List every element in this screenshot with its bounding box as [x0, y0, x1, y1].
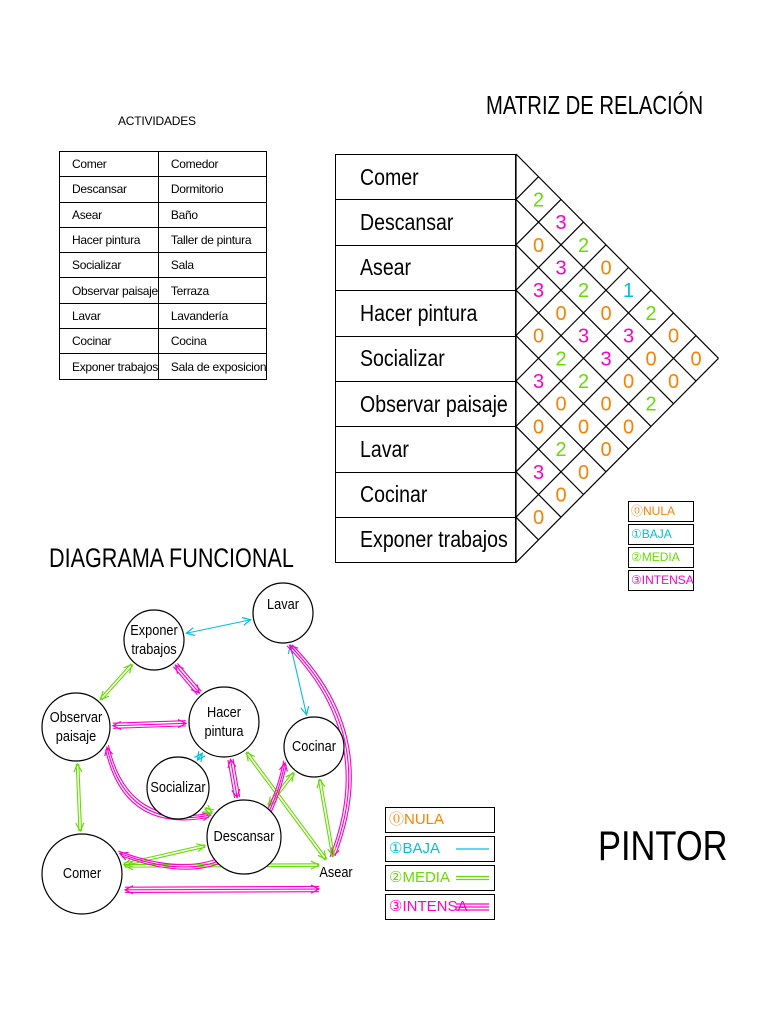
edge-line	[113, 723, 186, 725]
matriz-value: 0	[600, 393, 612, 416]
actividad-cell: Exponer trabajos	[60, 354, 159, 379]
node-label-line: Lavar	[267, 596, 299, 613]
actividad-cell: Descansar	[60, 177, 159, 202]
node-label-line: Descansar	[213, 828, 275, 845]
actividades-row	[60, 329, 267, 354]
matriz-value: 2	[577, 280, 590, 303]
actividades-title: ACTIVIDADES	[118, 114, 196, 128]
node-label-line: Socializar	[150, 779, 206, 796]
legend-small-item: ③INTENSA	[628, 570, 694, 591]
node-label-line: paisaje	[55, 728, 97, 745]
matriz-row-label: Exponer trabajos	[360, 526, 508, 553]
node-label-line: Asear	[319, 864, 353, 881]
espacio-cell: Sala	[158, 253, 266, 278]
matriz-row-label: Descansar	[360, 209, 454, 236]
matriz-row-label: Asear	[360, 254, 412, 281]
matriz-row-label: Observar paisaje	[360, 390, 508, 417]
actividades-row	[60, 177, 267, 202]
node-label-line: Hacer	[206, 704, 241, 721]
matriz-value: 0	[532, 234, 545, 257]
matriz-row-label: Lavar	[360, 436, 409, 463]
matriz-value: 0	[555, 484, 567, 507]
edge-line	[79, 764, 82, 831]
matriz-value: 0	[532, 507, 545, 530]
matriz-value: 0	[667, 371, 680, 393]
matriz-row	[335, 245, 516, 290]
node-label-socializar	[140, 778, 217, 797]
edge-line	[76, 764, 79, 831]
legend-small-item: ①BAJA	[628, 524, 694, 545]
matriz-value: 0	[600, 439, 612, 462]
matriz-value: 0	[600, 257, 612, 280]
matriz-row	[335, 199, 516, 244]
matriz-value: 0	[600, 302, 612, 325]
node-label-lavar	[245, 595, 322, 614]
arrow-head	[74, 764, 82, 772]
actividades-row	[60, 227, 267, 252]
actividad-cell: Socializar	[60, 253, 159, 278]
actividad-cell: Comer	[60, 152, 159, 177]
matriz-value: 3	[622, 325, 635, 348]
node-label-line: Comer	[62, 865, 102, 882]
matriz-row	[335, 472, 516, 517]
node-label-line: trabajos	[131, 641, 177, 658]
matriz-value: 3	[532, 280, 545, 303]
matriz-value: 2	[577, 234, 590, 257]
actividad-cell: Observar paisaje	[60, 278, 159, 303]
node-label-line: Exponer	[130, 622, 178, 639]
actividades-row	[60, 303, 267, 328]
node-label-line: pintura	[204, 723, 244, 740]
espacio-cell: Lavandería	[158, 303, 266, 328]
matriz-value: 3	[532, 461, 545, 484]
edge-line	[318, 780, 331, 857]
pintor-title: PINTOR	[598, 822, 728, 869]
legend-large-item: ①BAJA	[385, 836, 495, 862]
espacio-cell: Taller de pintura	[158, 227, 266, 252]
node-label-comer	[44, 864, 121, 883]
matriz-value: 0	[532, 325, 545, 348]
node-label-hacer	[186, 703, 263, 741]
node-label-observar	[38, 708, 115, 746]
matriz-row	[335, 517, 516, 562]
matriz-row	[335, 290, 516, 335]
actividades-row	[60, 253, 267, 278]
edge-line	[125, 892, 319, 893]
edge-line	[102, 665, 133, 700]
edge-line	[186, 620, 250, 633]
matriz-row-label: Socializar	[360, 345, 445, 372]
matriz-row-label: Cocinar	[360, 481, 428, 508]
matriz-row-label: Comer	[360, 163, 419, 190]
actividades-table	[59, 151, 267, 380]
legend-small-item: ⓪NULA	[628, 501, 694, 522]
matriz-value: 0	[532, 416, 545, 439]
matriz-row	[335, 381, 516, 426]
edge-line	[321, 779, 334, 856]
actividad-cell: Asear	[60, 202, 159, 227]
matriz-value: 0	[690, 348, 702, 371]
edge-line	[125, 886, 319, 887]
matriz-value: 0	[555, 393, 567, 416]
matriz-value: 2	[532, 189, 545, 212]
actividad-cell: Hacer pintura	[60, 227, 159, 252]
matriz-value: 3	[600, 348, 612, 371]
edge-line	[100, 664, 131, 699]
edge-line	[125, 889, 319, 890]
actividad-cell: Lavar	[60, 303, 159, 328]
legend-large-item: ⓪NULA	[385, 807, 495, 833]
diagrama-title: DIAGRAMA FUNCIONAL	[49, 543, 294, 573]
matriz-row	[335, 426, 516, 471]
node-label-exponer	[116, 621, 193, 659]
matriz-value: 0	[645, 348, 657, 371]
matriz-value: 2	[555, 439, 567, 462]
legend-large-item: ②MEDIA	[385, 865, 495, 891]
espacio-cell: Baño	[158, 202, 266, 227]
actividades-row	[60, 278, 267, 303]
node-label-cocinar	[276, 737, 353, 756]
matriz-row-label: Hacer pintura	[360, 299, 478, 326]
espacio-cell: Sala de exposicion	[158, 354, 266, 379]
espacio-cell: Terraza	[158, 278, 266, 303]
edge-line	[113, 721, 186, 723]
espacio-cell: Comedor	[158, 152, 266, 177]
espacio-cell: Cocina	[158, 329, 266, 354]
matriz-row-labels	[335, 154, 516, 563]
node-label-line: Cocinar	[292, 738, 336, 755]
actividad-cell: Cocinar	[60, 329, 159, 354]
actividades-row	[60, 152, 267, 177]
matriz-value: 3	[555, 212, 567, 235]
matriz-value: 2	[645, 393, 657, 416]
arrow-head	[76, 823, 84, 831]
node-label-asear	[298, 863, 375, 882]
matriz-value: 3	[577, 325, 590, 348]
matriz-value: 1	[622, 280, 635, 303]
matriz-value: 0	[667, 325, 680, 348]
actividades-row	[60, 354, 267, 379]
matriz-value: 2	[577, 371, 590, 393]
matriz-row	[335, 154, 516, 199]
legend-small-item: ②MEDIA	[628, 547, 694, 568]
matriz-row	[335, 336, 516, 381]
matriz-value: 2	[645, 302, 657, 325]
matriz-value: 0	[622, 371, 635, 393]
node-label-descansar	[206, 827, 283, 846]
espacio-cell: Dormitorio	[158, 177, 266, 202]
matriz-value: 0	[555, 302, 567, 325]
edge-line	[175, 665, 199, 693]
actividades-row	[60, 202, 267, 227]
matriz-value: 0	[577, 416, 590, 439]
matriz-value: 3	[555, 257, 567, 280]
legend-large-item: ③INTENSA	[385, 894, 495, 920]
matriz-title: MATRIZ DE RELACIÓN	[486, 90, 704, 120]
matriz-value: 0	[577, 461, 590, 484]
matriz-value: 0	[622, 416, 635, 439]
matriz-value: 2	[555, 348, 567, 371]
node-label-line: Observar	[49, 709, 103, 726]
matriz-value: 3	[532, 371, 545, 393]
edge-line	[113, 726, 186, 728]
